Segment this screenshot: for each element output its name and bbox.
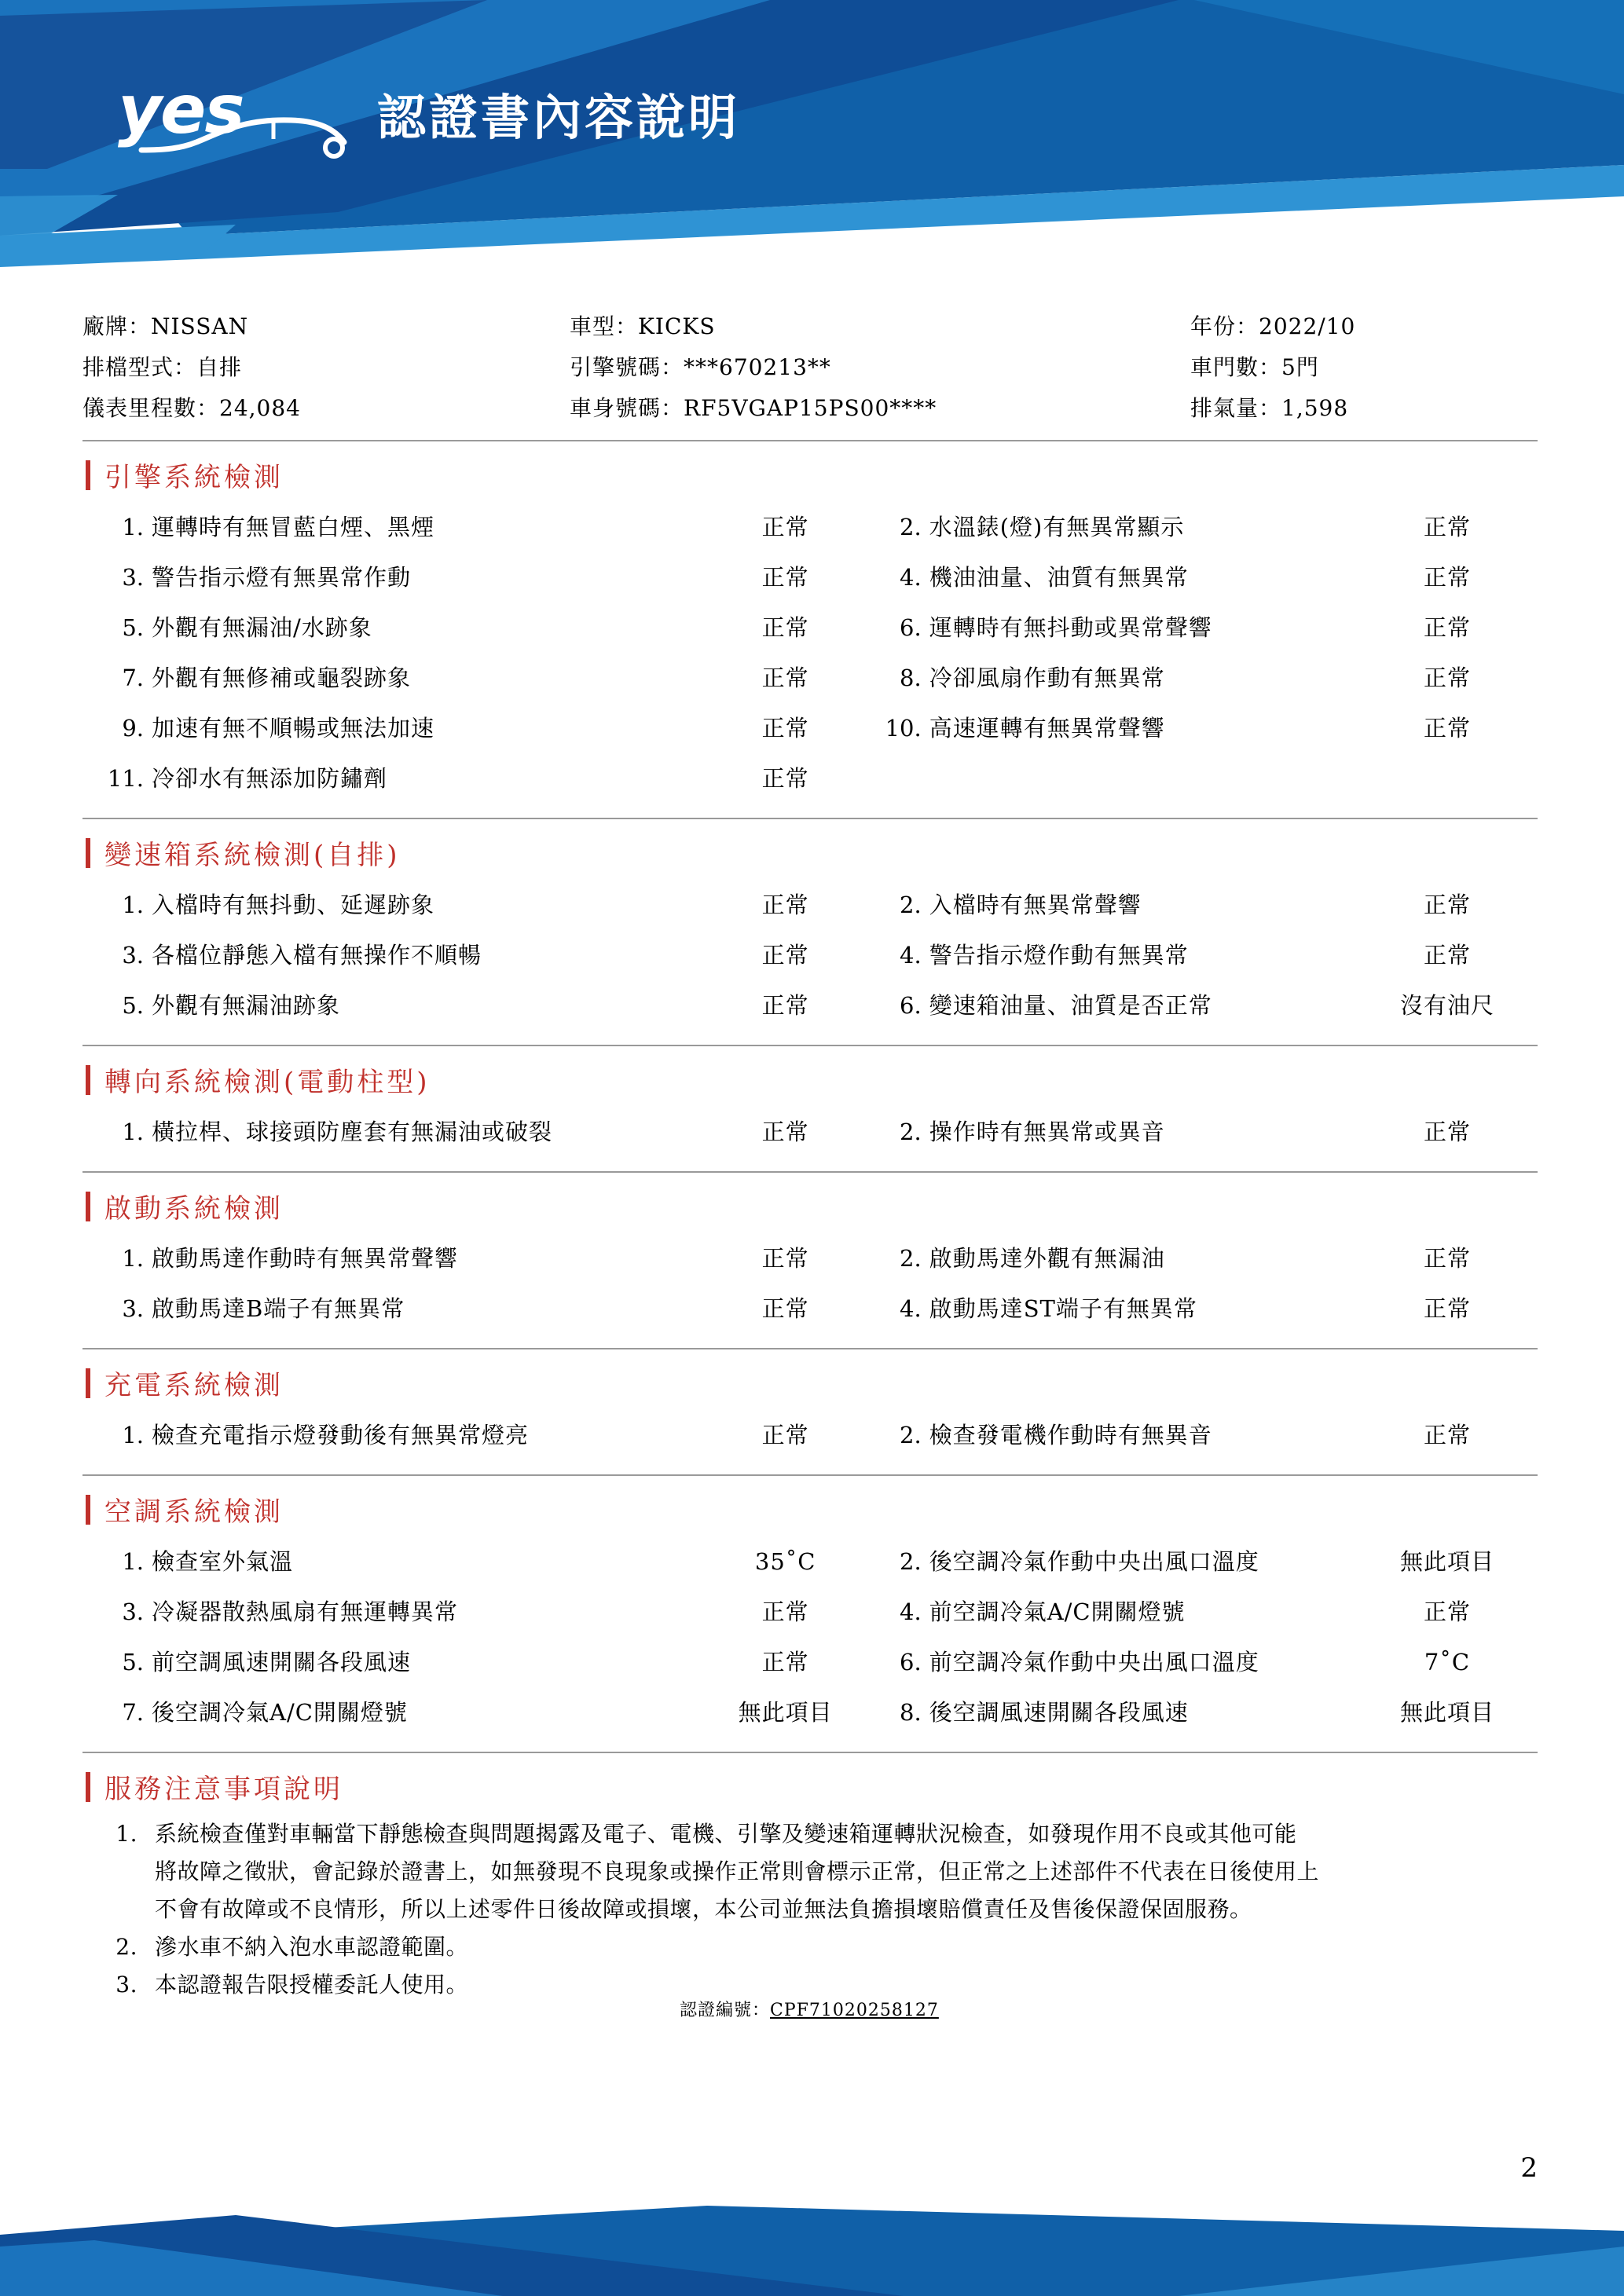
inspection-item [82, 1536, 860, 1587]
page-footer [0, 2199, 1624, 2296]
note-text: 本認證報告限授權委託人使用。 [155, 1972, 469, 1998]
item-label: 前空調風速開關各段風速 [152, 1649, 412, 1675]
section-items [82, 1533, 1538, 1752]
item-value: 正常 [1423, 1245, 1471, 1272]
item-number: 11. [107, 765, 144, 792]
inspection-row [82, 880, 1538, 930]
item-number: 1. [122, 1245, 144, 1272]
item-number: 10. [885, 715, 922, 742]
inspection-row [82, 1283, 1538, 1334]
item-value: 35˚C [754, 1548, 816, 1575]
certificate-number-label: 認證編號： [680, 2001, 771, 2020]
vehicle-transmission: 排檔型式：自排 [82, 354, 243, 380]
inspection-item [860, 1587, 1538, 1637]
item-label: 冷凝器散熱風扇有無運轉異常 [152, 1598, 459, 1625]
page-number: 2 [1520, 2152, 1538, 2184]
inspection-item [860, 1536, 1538, 1587]
section-title: 引擎系統檢測 [104, 462, 284, 493]
item-label: 外觀有無漏油/水跡象 [152, 614, 372, 641]
note-line: 不會有故障或不良情形，所以上述零件日後故障或損壞，本公司並無法負擔損壞賠償責任及售後保證保固服務。 [155, 1896, 1252, 1922]
item-value: 正常 [761, 564, 809, 591]
inspection-row [82, 753, 1538, 804]
item-label: 操作時有無異常或異音 [929, 1119, 1165, 1145]
inspection-row [82, 552, 1538, 602]
inspection-row [82, 1587, 1538, 1637]
item-value: 正常 [1423, 1422, 1471, 1448]
item-label: 啟動馬達外觀有無漏油 [929, 1245, 1165, 1272]
note-line: 將故障之徵狀，會記錄於證書上，如無發現不良現象或操作正常則會標示正常，但正常之上述部件不代表在日後使用上 [155, 1858, 1320, 1884]
inspection-item [860, 653, 1538, 703]
item-number: 2. [900, 1245, 922, 1272]
section-title: 轉向系統檢測(電動柱型) [104, 1067, 431, 1098]
note-number: 3. [115, 1972, 137, 1998]
inspection-row [82, 653, 1538, 703]
item-label: 前空調冷氣作動中央出風口溫度 [929, 1649, 1259, 1675]
document-body [0, 292, 1624, 2021]
item-number: 1. [122, 514, 144, 540]
inspection-item [82, 602, 860, 653]
item-value: 正常 [761, 1119, 809, 1145]
item-value: 正常 [761, 514, 809, 540]
inspection-item [82, 880, 860, 930]
inspection-item [860, 1107, 1538, 1157]
inspection-item [860, 1410, 1538, 1460]
item-value: 正常 [761, 992, 809, 1019]
inspection-row [82, 980, 1538, 1031]
inspection-item [860, 1283, 1538, 1334]
item-number: 2. [900, 1548, 922, 1575]
section-accent-bar [86, 1495, 90, 1525]
vehicle-model: 車型：KICKS [570, 313, 716, 339]
item-label: 檢查發電機作動時有無異音 [929, 1422, 1212, 1448]
item-number: 8. [900, 665, 922, 691]
section-accent-bar [86, 1772, 90, 1802]
inspection-row [82, 502, 1538, 552]
item-number: 5. [122, 1649, 144, 1675]
item-label: 外觀有無漏油跡象 [152, 992, 341, 1019]
item-number: 6. [900, 614, 922, 641]
section-header [82, 441, 1538, 499]
item-value: 正常 [761, 1295, 809, 1322]
item-value: 正常 [761, 942, 809, 969]
section-header [82, 1046, 1538, 1104]
item-number: 5. [122, 614, 144, 641]
item-label: 檢查室外氣溫 [152, 1548, 294, 1575]
item-number: 3. [122, 564, 144, 591]
section-items [82, 1230, 1538, 1348]
inspection-item [860, 880, 1538, 930]
item-label: 水溫錶(燈)有無異常顯示 [929, 514, 1185, 540]
item-label: 運轉時有無抖動或異常聲響 [929, 614, 1212, 641]
item-label: 各檔位靜態入檔有無操作不順暢 [152, 942, 482, 969]
section-transmission [82, 819, 1538, 1046]
inspection-item [860, 1233, 1538, 1283]
item-number: 2. [900, 892, 922, 918]
item-label: 冷卻水有無添加防鏽劑 [152, 765, 388, 792]
inspection-item [82, 1637, 860, 1687]
section-accent-bar [86, 838, 90, 868]
vehicle-mileage: 儀表里程數：24,084 [82, 395, 301, 421]
item-label: 後空調風速開關各段風速 [929, 1699, 1189, 1726]
item-value: 正常 [1423, 1119, 1471, 1145]
item-value: 正常 [1423, 665, 1471, 691]
note-item [82, 1928, 1538, 1966]
inspection-item [82, 1587, 860, 1637]
inspection-item [860, 703, 1538, 753]
item-number: 3. [122, 1598, 144, 1625]
section-title: 充電系統檢測 [104, 1370, 284, 1401]
vehicle-engine-number: 引擎號碼：***670213** [570, 354, 831, 380]
footer-banner-graphic [0, 2199, 1624, 2296]
item-value: 正常 [761, 1598, 809, 1625]
section-title: 啟動系統檢測 [104, 1193, 284, 1225]
item-number: 6. [900, 1649, 922, 1675]
section-header [82, 1476, 1538, 1533]
section-items [82, 499, 1538, 818]
inspection-row [82, 1233, 1538, 1283]
inspection-row [82, 1410, 1538, 1460]
item-label: 檢查充電指示燈發動後有無異常燈亮 [152, 1422, 530, 1448]
logo-text: yes [118, 71, 244, 149]
item-number: 9. [122, 715, 144, 742]
item-number: 5. [122, 992, 144, 1019]
section-starter [82, 1173, 1538, 1349]
item-label: 變速箱油量、油質是否正常 [929, 992, 1212, 1019]
item-label: 外觀有無修補或龜裂跡象 [152, 665, 412, 691]
item-number: 1. [122, 1422, 144, 1448]
item-value: 正常 [1423, 942, 1471, 969]
item-value: 無此項目 [1399, 1699, 1494, 1726]
item-label: 警告指示燈作動有無異常 [929, 942, 1189, 969]
section-accent-bar [86, 1368, 90, 1398]
item-label: 運轉時有無冒藍白煙、黑煙 [152, 514, 435, 540]
section-accent-bar [86, 1065, 90, 1095]
inspection-item [860, 1637, 1538, 1687]
item-label: 前空調冷氣A/C開關燈號 [929, 1598, 1186, 1625]
item-label: 高速運轉有無異常聲響 [929, 715, 1165, 742]
inspection-item [860, 1687, 1538, 1738]
item-number: 1. [122, 1119, 144, 1145]
section-air-conditioning [82, 1476, 1538, 1753]
inspection-row [82, 1687, 1538, 1738]
section-items [82, 1104, 1538, 1171]
item-value: 正常 [761, 715, 809, 742]
inspection-row [82, 1536, 1538, 1587]
section-accent-bar [86, 460, 90, 490]
inspection-item [82, 1107, 860, 1157]
certificate-number [680, 1997, 939, 2021]
note-text: 滲水車不納入泡水車認證範圍。 [155, 1934, 469, 1960]
inspection-item [82, 1410, 860, 1460]
inspection-item [82, 703, 860, 753]
item-value: 正常 [1423, 1598, 1471, 1625]
section-items [82, 877, 1538, 1045]
item-number: 4. [900, 942, 922, 969]
item-number: 7. [122, 665, 144, 691]
item-label: 後空調冷氣A/C開關燈號 [152, 1699, 408, 1726]
notes-list [82, 1811, 1538, 2021]
vehicle-info-col-3 [1190, 306, 1505, 429]
inspection-item [82, 1687, 860, 1738]
inspection-item [82, 1283, 860, 1334]
item-label: 後空調冷氣作動中央出風口溫度 [929, 1548, 1259, 1575]
item-value: 正常 [1423, 514, 1471, 540]
inspection-item [82, 980, 860, 1031]
item-number: 7. [122, 1699, 144, 1726]
section-header [82, 819, 1538, 877]
item-label: 警告指示燈有無異常作動 [152, 564, 412, 591]
item-label: 啟動馬達B端子有無異常 [152, 1295, 405, 1322]
inspection-row [82, 930, 1538, 980]
item-value: 正常 [761, 1649, 809, 1675]
note-text [155, 1815, 1538, 1928]
section-charging [82, 1349, 1538, 1476]
item-value: 正常 [1423, 564, 1471, 591]
item-label: 機油油量、油質有無異常 [929, 564, 1189, 591]
note-number: 1. [115, 1821, 137, 1847]
item-number: 3. [122, 1295, 144, 1322]
note-item [82, 1815, 1538, 1928]
item-value: 正常 [761, 892, 809, 918]
page-title: 認證書內容說明 [377, 89, 741, 146]
inspection-item [860, 502, 1538, 552]
section-header [82, 1173, 1538, 1230]
item-label: 入檔時有無異常聲響 [929, 892, 1142, 918]
inspection-row [82, 602, 1538, 653]
item-label: 加速有無不順暢或無法加速 [152, 715, 435, 742]
inspection-row [82, 1637, 1538, 1687]
item-number: 4. [900, 1295, 922, 1322]
item-number: 6. [900, 992, 922, 1019]
item-value: 正常 [1423, 1295, 1471, 1322]
section-header [82, 1753, 1538, 1811]
section-title: 服務注意事項說明 [104, 1774, 343, 1805]
item-number: 2. [900, 1422, 922, 1448]
item-value: 無此項目 [1399, 1548, 1494, 1575]
item-value: 無此項目 [738, 1699, 833, 1726]
item-number: 4. [900, 564, 922, 591]
inspection-item [82, 753, 860, 804]
inspection-row [82, 703, 1538, 753]
item-value: 正常 [761, 1245, 809, 1272]
section-service-notes [82, 1753, 1538, 2021]
section-title: 空調系統檢測 [104, 1496, 284, 1528]
inspection-item [82, 552, 860, 602]
item-value: 正常 [761, 1422, 809, 1448]
page-header [0, 0, 1624, 314]
note-number: 2. [115, 1934, 137, 1960]
item-value: 正常 [1423, 614, 1471, 641]
item-number: 2. [900, 514, 922, 540]
vehicle-info-block [82, 292, 1538, 441]
item-value: 正常 [1423, 715, 1471, 742]
item-value: 7˚C [1424, 1649, 1471, 1675]
inspection-item [82, 1233, 860, 1283]
item-number: 3. [122, 942, 144, 969]
vehicle-displacement: 排氣量：1,598 [1190, 395, 1349, 421]
section-engine [82, 441, 1538, 819]
item-value: 正常 [761, 614, 809, 641]
inspection-item [860, 602, 1538, 653]
item-label: 冷卻風扇作動有無異常 [929, 665, 1165, 691]
note-line: 系統檢查僅對車輛當下靜態檢查與問題揭露及電子、電機、引擎及變速箱運轉狀況檢查，如發現作用不良或其他可能 [155, 1821, 1297, 1847]
item-number: 1. [122, 1548, 144, 1575]
item-label: 橫拉桿、球接頭防塵套有無漏油或破裂 [152, 1119, 553, 1145]
item-value: 正常 [761, 665, 809, 691]
item-number: 2. [900, 1119, 922, 1145]
item-number: 8. [900, 1699, 922, 1726]
vehicle-vin: 車身號碼：RF5VGAP15PS00**** [570, 395, 937, 421]
vehicle-brand: 廠牌：NISSAN [82, 313, 249, 339]
item-value: 沒有油尺 [1399, 992, 1494, 1019]
vehicle-doors: 車門數：5門 [1190, 354, 1319, 380]
section-steering [82, 1046, 1538, 1173]
vehicle-year: 年份：2022/10 [1190, 313, 1356, 339]
inspection-row [82, 1107, 1538, 1157]
certificate-number-value: CPF71020258127 [770, 2001, 939, 2020]
section-title: 變速箱系統檢測(自排) [104, 840, 401, 871]
inspection-item [82, 930, 860, 980]
inspection-item [860, 980, 1538, 1031]
section-header [82, 1349, 1538, 1407]
inspection-item [82, 502, 860, 552]
vehicle-info-col-2 [570, 306, 1190, 429]
inspection-item [82, 653, 860, 703]
item-label: 啟動馬達ST端子有無異常 [929, 1295, 1197, 1322]
section-items [82, 1407, 1538, 1474]
item-label: 啟動馬達作動時有無異常聲響 [152, 1245, 459, 1272]
inspection-item [860, 552, 1538, 602]
item-value: 正常 [761, 765, 809, 792]
yes-logo [118, 71, 354, 161]
item-number: 4. [900, 1598, 922, 1625]
section-accent-bar [86, 1192, 90, 1221]
inspection-item [860, 930, 1538, 980]
item-number: 1. [122, 892, 144, 918]
car-outline-icon [134, 112, 369, 159]
item-label: 入檔時有無抖動、延遲跡象 [152, 892, 435, 918]
vehicle-info-col-1 [82, 306, 570, 429]
item-value: 正常 [1423, 892, 1471, 918]
